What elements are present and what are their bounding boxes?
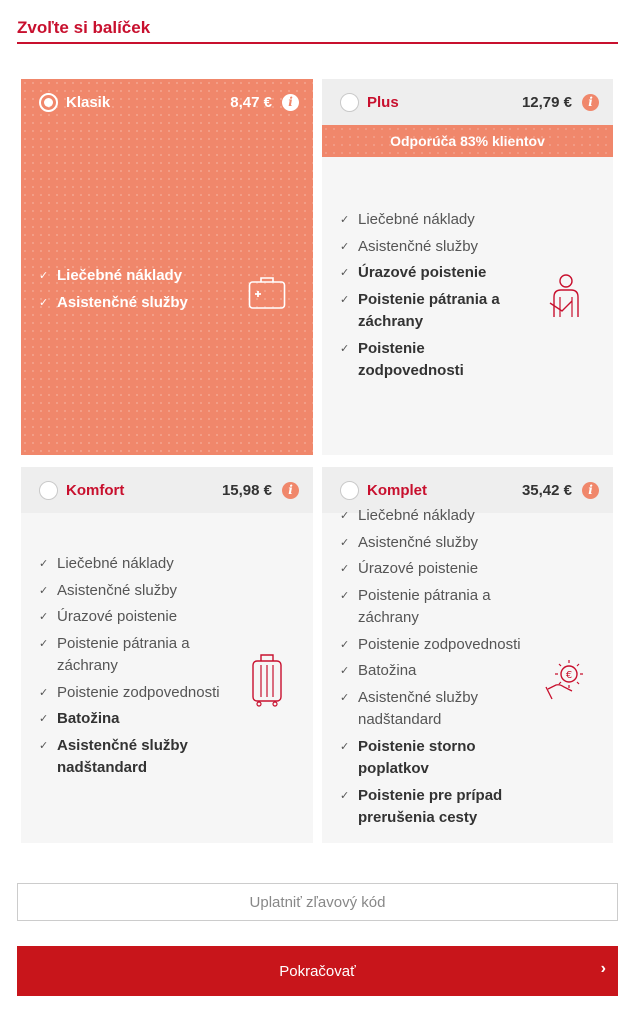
- feature-item: ✓ Poistenie zodpovednosti: [340, 338, 530, 383]
- continue-button[interactable]: [17, 946, 618, 996]
- feature-item: ✓ Asistenčné služby: [340, 236, 530, 259]
- feature-item: ✓ Úrazové poistenie: [340, 262, 530, 285]
- feature-item: ✓ Liečebné náklady: [39, 265, 219, 288]
- feature-item: ✓ Batožina: [340, 660, 530, 683]
- package-price: 8,47 €: [230, 93, 272, 111]
- feature-item: ✓ Liečebné náklady: [39, 553, 229, 576]
- feature-item: ✓ Asistenčné služby: [39, 580, 229, 603]
- continue-label: Pokračovať: [279, 962, 356, 980]
- info-icon[interactable]: i: [582, 482, 599, 499]
- feature-item: ✓ Liečebné náklady: [340, 505, 530, 528]
- package-card-komplet[interactable]: [322, 467, 613, 843]
- package-header: [322, 79, 613, 125]
- info-icon[interactable]: i: [282, 482, 299, 499]
- info-icon[interactable]: i: [582, 94, 599, 111]
- first-aid-kit-icon: [248, 274, 286, 310]
- recommended-banner: Odporúča 83% klientov: [322, 125, 613, 157]
- radio-plus[interactable]: [340, 93, 359, 112]
- page-title: Zvoľte si balíček: [17, 18, 151, 37]
- package-card-komfort[interactable]: [21, 467, 313, 843]
- radio-komfort[interactable]: [39, 481, 58, 500]
- suitcase-icon: [251, 653, 283, 707]
- package-name: Plus: [367, 93, 399, 111]
- package-card-plus[interactable]: [322, 79, 613, 455]
- package-card-klasik[interactable]: [21, 79, 313, 455]
- feature-list: [39, 553, 229, 784]
- feature-item: ✓ Asistenčné služby: [39, 292, 219, 315]
- feature-item: ✓ Poistenie pátrania a záchrany: [39, 633, 229, 678]
- info-icon[interactable]: i: [282, 94, 299, 111]
- feature-item: ✓ Poistenie pátrania a záchrany: [340, 289, 530, 334]
- feature-item: ✓ Asistenčné služby nadštandard: [39, 735, 229, 780]
- feature-item: ✓ Asistenčné služby: [340, 532, 530, 555]
- radio-klasik[interactable]: [39, 93, 58, 112]
- package-name: Komfort: [66, 481, 125, 499]
- feature-item: ✓ Poistenie pre prípad prerušenia cesty: [340, 785, 530, 830]
- euro-coin-hand-icon: [544, 655, 590, 701]
- promo-code-input[interactable]: [17, 883, 618, 921]
- package-header: [21, 79, 313, 125]
- package-price: 35,42 €: [521, 481, 572, 499]
- feature-item: ✓ Liečebné náklady: [340, 209, 530, 232]
- package-name: Komplet: [367, 481, 427, 499]
- package-header: [21, 467, 313, 513]
- radio-komplet[interactable]: [340, 481, 359, 500]
- feature-item: ✓ Úrazové poistenie: [39, 606, 229, 629]
- chevron-right-icon: ›: [600, 960, 606, 977]
- injured-person-icon: [548, 273, 584, 319]
- feature-item: ✓ Asistenčné služby nadštandard: [340, 687, 530, 732]
- feature-list: [39, 265, 219, 318]
- feature-list: [340, 209, 530, 387]
- feature-list: [340, 505, 530, 834]
- package-price: 15,98 €: [221, 481, 272, 499]
- title-divider: [17, 42, 618, 44]
- package-price: 12,79 €: [521, 93, 572, 111]
- feature-item: ✓ Poistenie storno poplatkov: [340, 736, 530, 781]
- feature-item: ✓ Poistenie pátrania a záchrany: [340, 585, 530, 630]
- package-name: Klasik: [66, 93, 111, 111]
- feature-item: ✓ Úrazové poistenie: [340, 558, 530, 581]
- feature-item: ✓ Poistenie zodpovednosti: [340, 634, 530, 657]
- svg-text:€: €: [565, 670, 573, 681]
- feature-item: ✓ Batožina: [39, 708, 229, 731]
- feature-item: ✓ Poistenie zodpovednosti: [39, 682, 229, 705]
